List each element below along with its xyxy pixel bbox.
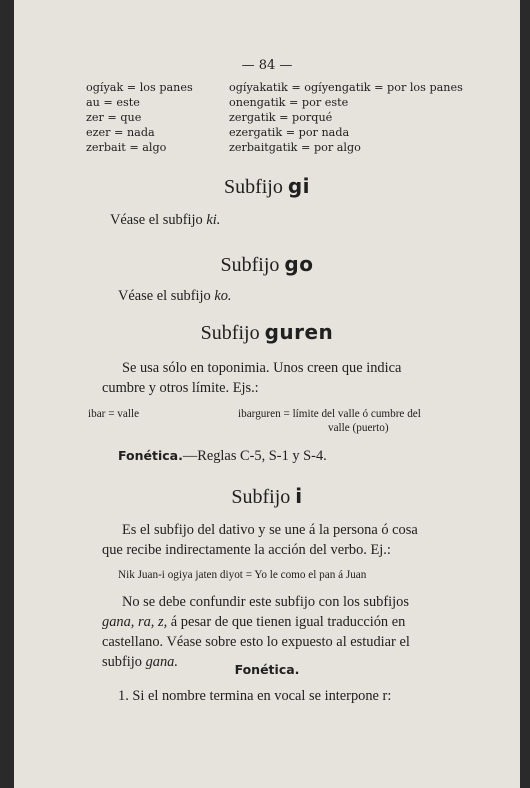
heading-fonetica-i: Fonética. — [234, 662, 300, 677]
page-number: — 84 — — [241, 58, 293, 73]
paragraph-go: Véase el subfijo ko. — [118, 288, 232, 304]
paragraph-guren: Se usa sólo en toponimia. Unos creen que indica cumbre y otros límite. Ejs.: — [102, 360, 402, 396]
paragraph-i-1: Es el subfijo del dativo y se une á la persona ó cosa que recibe indirectamente la acción del verbo. Ej.: — [102, 522, 418, 558]
rule-1: 1. Si el nombre termina en vocal se interpone r: — [118, 688, 392, 704]
vocab-row: ezer = nada ezergatik = por nada — [86, 126, 350, 139]
vocab-row: au = este onengatik = por este — [86, 96, 349, 109]
heading-subfijo-go: Subfijo go — [220, 252, 314, 276]
vocab-row: ogíyak = los panes ogíyakatik = ogíyengatik = por los panes — [86, 81, 463, 94]
heading-subfijo-guren: Subfijo guren — [200, 320, 334, 344]
vocab-row: zerbait = algo zerbaitgatik = por algo — [86, 141, 361, 154]
example-right: ibarguren = límite del valle ó cumbre del valle (puerto) — [238, 408, 421, 434]
paragraph-i-2: No se debe confundir este subfijo con los subfijos gana, ra, z, á pesar de que tienen igual traducción en castellano. Véase sobre esto lo expuesto al estudiar el subfijo gana. — [102, 594, 410, 670]
fonetica-guren: Fonética.—Reglas C-5, S-1 y S-4. — [118, 448, 327, 464]
book-page — [14, 0, 520, 788]
example-i: Nik Juan-i ogiya jaten diyot = Yo le como el pan á Juan — [118, 569, 367, 581]
example-left: ibar = valle — [88, 408, 140, 420]
heading-subfijo-gi: Subfijo gi — [223, 174, 311, 198]
heading-subfijo-i: Subfijo i — [231, 484, 303, 508]
vocab-table — [86, 80, 463, 155]
vocab-row: zer = que zergatik = porqué — [86, 111, 333, 124]
paragraph-gi: Véase el subfijo ki. — [110, 212, 221, 228]
